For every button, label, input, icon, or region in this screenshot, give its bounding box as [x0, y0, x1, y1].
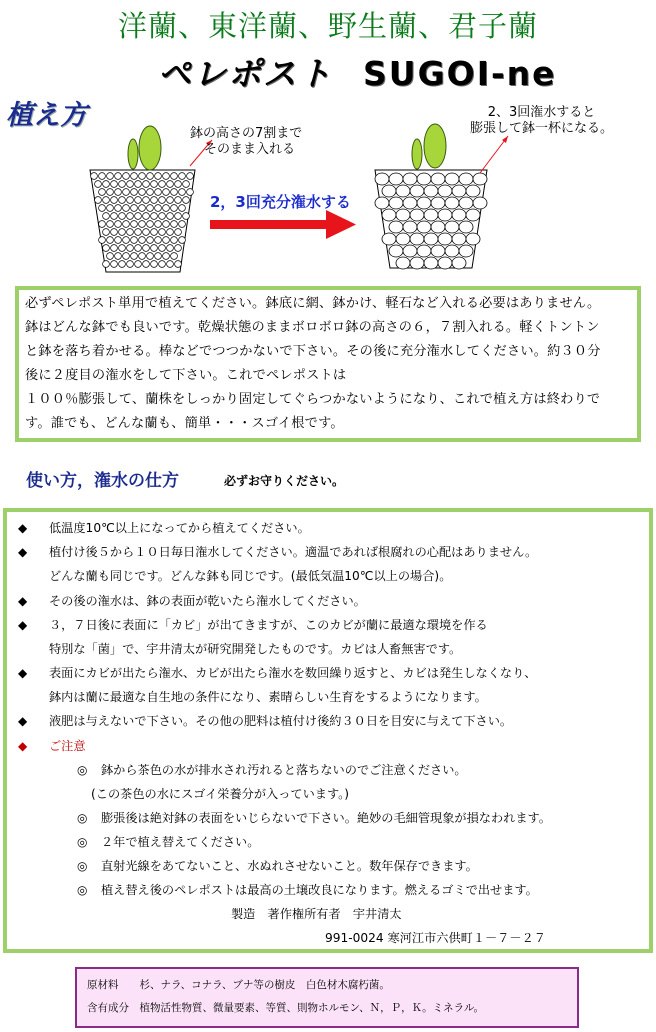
pellet-small: [163, 237, 170, 244]
pellet-large: [438, 185, 452, 197]
pellet-large: [410, 233, 424, 245]
page-title: 洋蘭、東洋蘭、野生蘭、君子蘭: [117, 9, 538, 43]
double-circle-icon: ◎: [77, 835, 88, 849]
pellet-small: [123, 221, 130, 228]
caution-text: (この茶色の水にスゴイ栄養分が入っています。): [91, 787, 350, 801]
pellet-small: [143, 213, 150, 220]
annotation-line-right: [480, 136, 508, 173]
pellet-small: [163, 189, 170, 196]
address-line: 991-0024 寒河江市六供町１－７－２７: [325, 931, 546, 945]
pellet-small: [119, 213, 126, 220]
pellet-small: [163, 253, 170, 260]
pellet-small: [115, 253, 122, 260]
pellet-small: [163, 221, 170, 228]
leaf-large-after: [424, 124, 446, 168]
pellet-small: [155, 221, 162, 228]
pellet-large: [375, 197, 389, 209]
pellet-large: [438, 257, 452, 269]
pellet-small: [135, 213, 142, 220]
pellet-small: [107, 189, 114, 196]
pellet-small: [99, 237, 106, 244]
list-item-text: その後の潅水は、鉢の表面が乾いたら潅水してください。: [49, 594, 366, 608]
pellet-small: [107, 237, 114, 244]
instruction-line: す。誰でも、どんな蘭も、簡単・・・スゴイ根です。: [25, 416, 344, 431]
pellet-small: [119, 197, 126, 204]
double-circle-icon: ◎: [77, 763, 88, 777]
pellet-small: [103, 213, 110, 220]
pellet-small: [115, 173, 122, 180]
pellet-large: [431, 221, 445, 233]
pellet-small: [159, 213, 166, 220]
pellet-small: [179, 221, 186, 228]
pellet-small: [131, 173, 138, 180]
pellet-small: [123, 205, 130, 212]
label-watering: 2，3回充分潅水する: [210, 193, 351, 211]
pellet-small: [147, 205, 154, 212]
pellet-small: [115, 189, 122, 196]
pellet-large: [466, 233, 480, 245]
pellet-small: [171, 173, 178, 180]
pellet-large: [459, 245, 473, 257]
pellet-small: [99, 221, 106, 228]
pellet-small: [183, 213, 190, 220]
pellet-small: [119, 261, 126, 268]
pellet-small: [131, 253, 138, 260]
pellet-large: [459, 173, 473, 185]
pellet-large: [466, 185, 480, 197]
pellet-small: [139, 253, 146, 260]
pellet-small: [139, 237, 146, 244]
pellet-small: [107, 205, 114, 212]
pellet-large: [403, 173, 417, 185]
pellet-small: [147, 253, 154, 260]
pellet-small: [139, 173, 146, 180]
pellet-small: [171, 205, 178, 212]
pellet-small: [103, 245, 110, 252]
brand-title: [158, 48, 557, 95]
pellet-small: [143, 197, 150, 204]
pellet-small: [131, 237, 138, 244]
pellet-small: [127, 181, 134, 188]
pellet-small: [163, 205, 170, 212]
label-expansion-line1: 2、3回潅水すると: [487, 105, 596, 120]
pellet-small: [171, 253, 178, 260]
diamond-bullet-icon: ◆: [18, 618, 28, 632]
pellet-small: [111, 229, 118, 236]
pellet-small: [147, 237, 154, 244]
pellet-large: [410, 209, 424, 221]
pellet-small: [175, 213, 182, 220]
pellet-large: [410, 185, 424, 197]
materials-box: [75, 967, 579, 1028]
big-arrow-icon: [210, 210, 356, 239]
list-item-text: 低温度10℃以上になってから植えてください。: [49, 521, 310, 535]
pellet-small: [167, 261, 174, 268]
pellet-large: [445, 197, 459, 209]
pellet-large: [473, 197, 487, 209]
pellet-small: [155, 173, 162, 180]
pellet-small: [179, 237, 186, 244]
pellet-large: [417, 173, 431, 185]
diamond-bullet-icon: ◆: [18, 521, 28, 535]
pellet-large: [389, 245, 403, 257]
label-fill-height-line1: 鉢の高さの7割まで: [190, 126, 303, 141]
usage-note: 必ずお守りください。: [224, 474, 345, 488]
label-fill-height-line2: そのまま入れる: [204, 142, 296, 157]
double-circle-icon: ◎: [77, 883, 88, 897]
pellet-small: [171, 221, 178, 228]
pellet-small: [175, 197, 182, 204]
pellet-large: [452, 209, 466, 221]
pellet-large: [452, 257, 466, 269]
pellet-small: [183, 197, 190, 204]
pellet-small: [103, 197, 110, 204]
pellet-small: [115, 221, 122, 228]
pellet-large: [431, 245, 445, 257]
label-fill-height: [190, 126, 302, 158]
pellet-small: [127, 261, 134, 268]
pellet-small: [91, 173, 98, 180]
pellet-large: [375, 173, 389, 185]
pellet-small: [139, 205, 146, 212]
pellet-large: [382, 209, 396, 221]
pellet-large: [389, 197, 403, 209]
pellet-large: [396, 257, 410, 269]
brand-name-jp: ペレポスト: [158, 54, 333, 93]
pellet-large: [452, 233, 466, 245]
leaf-small: [128, 139, 138, 169]
list-item-text: 表面にカビが出たら潅水、カビが出たら潅水を数回繰り返すと、カビは発生しなくなり、: [49, 666, 537, 680]
pellet-small: [99, 205, 106, 212]
pellet-small: [123, 189, 130, 196]
pellet-small: [187, 173, 194, 180]
pellet-small: [123, 173, 130, 180]
instruction-line: 後に２度目の潅水をして下さい。これでペレポストは: [25, 368, 347, 383]
label-expansion: [470, 105, 613, 137]
pellet-small: [155, 253, 162, 260]
pellet-small: [167, 197, 174, 204]
pellet-small: [155, 205, 162, 212]
pellet-small: [135, 229, 142, 236]
caution-text: ２年で植え替えてください。: [101, 835, 260, 849]
pellet-small: [123, 253, 130, 260]
usage-heading: 使い方，潅水の仕方: [26, 471, 179, 491]
pellet-small: [135, 261, 142, 268]
pellet-small: [159, 197, 166, 204]
list-item-text: 植付け後５から１０日毎日潅水してください。適温であれば根腐れの心配はありません。: [49, 545, 538, 559]
pellet-small: [143, 261, 150, 268]
pellet-small: [115, 237, 122, 244]
diamond-bullet-icon: ◆: [18, 714, 28, 728]
diamond-bullet-icon: ◆: [18, 739, 28, 753]
pellet-small: [103, 261, 110, 268]
pellet-large: [445, 221, 459, 233]
pellet-large: [452, 185, 466, 197]
pellet-small: [127, 229, 134, 236]
pellet-small: [143, 181, 150, 188]
pellet-large: [445, 173, 459, 185]
pellet-small: [179, 173, 186, 180]
pellet-small: [147, 173, 154, 180]
pellet-small: [111, 261, 118, 268]
pellet-small: [131, 221, 138, 228]
pellet-small: [167, 181, 174, 188]
pellet-large: [396, 233, 410, 245]
pellet-small: [119, 229, 126, 236]
pellet-large: [445, 245, 459, 257]
pellet-large: [382, 185, 396, 197]
diamond-bullet-icon: ◆: [18, 594, 28, 608]
pellet-small: [151, 261, 158, 268]
pellet-small: [147, 221, 154, 228]
pellet-small: [175, 261, 182, 268]
pellet-large: [424, 185, 438, 197]
pellet-small: [171, 237, 178, 244]
leaf-large: [139, 126, 161, 170]
pellet-small: [99, 189, 106, 196]
pellet-small: [143, 245, 150, 252]
leaf-small-after: [412, 139, 422, 169]
pellet-large: [424, 209, 438, 221]
pellet-small: [179, 205, 186, 212]
pellet-large: [410, 257, 424, 269]
pellet-large: [389, 221, 403, 233]
pellet-small: [135, 245, 142, 252]
pellet-small: [167, 229, 174, 236]
usage-box: [3, 508, 653, 953]
pellet-small: [107, 173, 114, 180]
pellet-small: [143, 229, 150, 236]
pellet-small: [139, 221, 146, 228]
double-circle-icon: ◎: [77, 811, 88, 825]
ingredients-line: 含有成分 植物活性物質、微量要素、等質、則物ホルモン、Ｎ，Ｐ，Ｋ。ミネラル。: [87, 1002, 485, 1014]
pellet-small: [123, 237, 130, 244]
pellet-large: [417, 245, 431, 257]
pellet-small: [95, 197, 102, 204]
pellet-large: [382, 233, 396, 245]
pellet-large: [431, 197, 445, 209]
pot-before-illustration: [90, 126, 195, 272]
pellet-small: [131, 205, 138, 212]
planting-instructions-box: [15, 286, 641, 442]
list-item-text: 特別な「菌」で、宇井清太が研究開発したものです。カビは人畜無害です。: [49, 642, 462, 656]
pellet-small: [95, 181, 102, 188]
pellet-small: [175, 245, 182, 252]
pellet-small: [103, 181, 110, 188]
pellet-large: [396, 185, 410, 197]
double-circle-icon: ◎: [77, 859, 88, 873]
pellet-small: [183, 181, 190, 188]
pellet-small: [155, 189, 162, 196]
pellet-large: [417, 221, 431, 233]
pellet-small: [151, 229, 158, 236]
pellet-small: [127, 213, 134, 220]
pellet-small: [139, 189, 146, 196]
list-item-text: 鉢内は蘭に最適な自生地の条件になり、素晴らしい生育をするようになります。: [49, 690, 487, 704]
diamond-bullet-icon: ◆: [18, 666, 28, 680]
pellet-large: [389, 173, 403, 185]
brand-name-en: SUGOI-ne: [363, 54, 557, 93]
pellet-small: [175, 229, 182, 236]
diamond-bullet-icon: ◆: [18, 545, 28, 559]
pellet-small: [99, 173, 106, 180]
maker-line: 製造 著作権所有者 宇井清太: [231, 907, 402, 921]
pellet-small: [111, 197, 118, 204]
pellet-large: [424, 233, 438, 245]
instruction-line: 鉢はどんな鉢でも良いです。乾燥状態のままボロボロ鉢の高さの６，７割入れる。軽くトントン: [25, 320, 600, 335]
pellet-small: [159, 261, 166, 268]
planting-heading: 植え方: [6, 100, 87, 131]
pellet-small: [151, 181, 158, 188]
pellet-small: [111, 245, 118, 252]
pellet-large: [473, 173, 487, 185]
pellet-small: [159, 181, 166, 188]
pellet-large: [438, 233, 452, 245]
pellet-small: [187, 189, 194, 196]
pellet-large: [396, 209, 410, 221]
pellet-large: [459, 221, 473, 233]
caution-text: 直射光線をあてないこと、水ぬれさせないこと。数年保存できます。: [101, 859, 478, 873]
materials-line: 原材料 杉、ナラ、コナラ、ブナ等の樹皮 白色材木腐朽菌。: [87, 979, 390, 991]
pellet-large: [431, 173, 445, 185]
pellet-small: [135, 181, 142, 188]
pellet-small: [147, 189, 154, 196]
pellet-small: [107, 221, 114, 228]
pellet-small: [119, 245, 126, 252]
pellet-small: [151, 197, 158, 204]
pellet-small: [155, 237, 162, 244]
caution-text: 膨張後は絶対鉢の表面をいじらないで下さい。絶妙の毛細管現象が損なわれます。: [101, 811, 551, 825]
pellet-large: [424, 257, 438, 269]
pellet-large: [466, 209, 480, 221]
pellet-small: [159, 229, 166, 236]
instruction-line: 必ずペレポスト単用で植えてください。鉢底に網、鉢かけ、軽石など入れる必要はありません。: [25, 296, 601, 311]
pellet-small: [115, 205, 122, 212]
pellet-small: [175, 181, 182, 188]
pot-after-illustration: [375, 124, 487, 269]
pellet-small: [167, 245, 174, 252]
pellet-large: [459, 197, 473, 209]
pellet-small: [127, 245, 134, 252]
list-item-text: どんな蘭も同じです。どんな鉢も同じです。(最低気温10℃以上の場合)。: [49, 569, 452, 583]
instruction-line: と鉢を落ち着かせる。棒などでつつかないで下さい。その後に充分潅水してください。約３０分: [25, 344, 601, 359]
pellet-small: [159, 245, 166, 252]
pellet-small: [179, 189, 186, 196]
pellet-small: [151, 213, 158, 220]
list-item-text: 液肥は与えないで下さい。その他の肥料は植付け後約３０日を目安に与えて下さい。: [49, 714, 513, 728]
pellet-small: [127, 197, 134, 204]
pellet-small: [103, 229, 110, 236]
pellet-small: [119, 181, 126, 188]
pellet-small: [163, 173, 170, 180]
caution-heading: ご注意: [49, 739, 86, 753]
pellet-small: [135, 197, 142, 204]
pellet-small: [131, 189, 138, 196]
pellet-small: [111, 181, 118, 188]
pellet-large: [403, 221, 417, 233]
list-item-text: ３，７日後に表面に「カビ」が出てきますが、このカビが蘭に最適な環境を作る: [49, 618, 488, 632]
pellet-large: [403, 245, 417, 257]
pellet-small: [151, 245, 158, 252]
pellet-small: [107, 253, 114, 260]
pellet-small: [111, 213, 118, 220]
instruction-line: １００％膨張して、蘭株をしっかり固定してぐらつかないようになり、これで植え方は終わりで: [25, 392, 601, 407]
pellet-small: [171, 189, 178, 196]
pellet-large: [417, 197, 431, 209]
caution-text: 植え替え後のペレポストは最高の土壌改良になります。燃えるゴミで出せます。: [101, 883, 538, 897]
label-expansion-line2: 膨張して鉢一杯になる。: [470, 121, 614, 136]
pellet-large: [403, 197, 417, 209]
caution-text: 鉢から茶色の水が排水され汚れると落ちないのでご注意ください。: [101, 763, 467, 777]
pellet-large: [438, 209, 452, 221]
pellet-small: [167, 213, 174, 220]
